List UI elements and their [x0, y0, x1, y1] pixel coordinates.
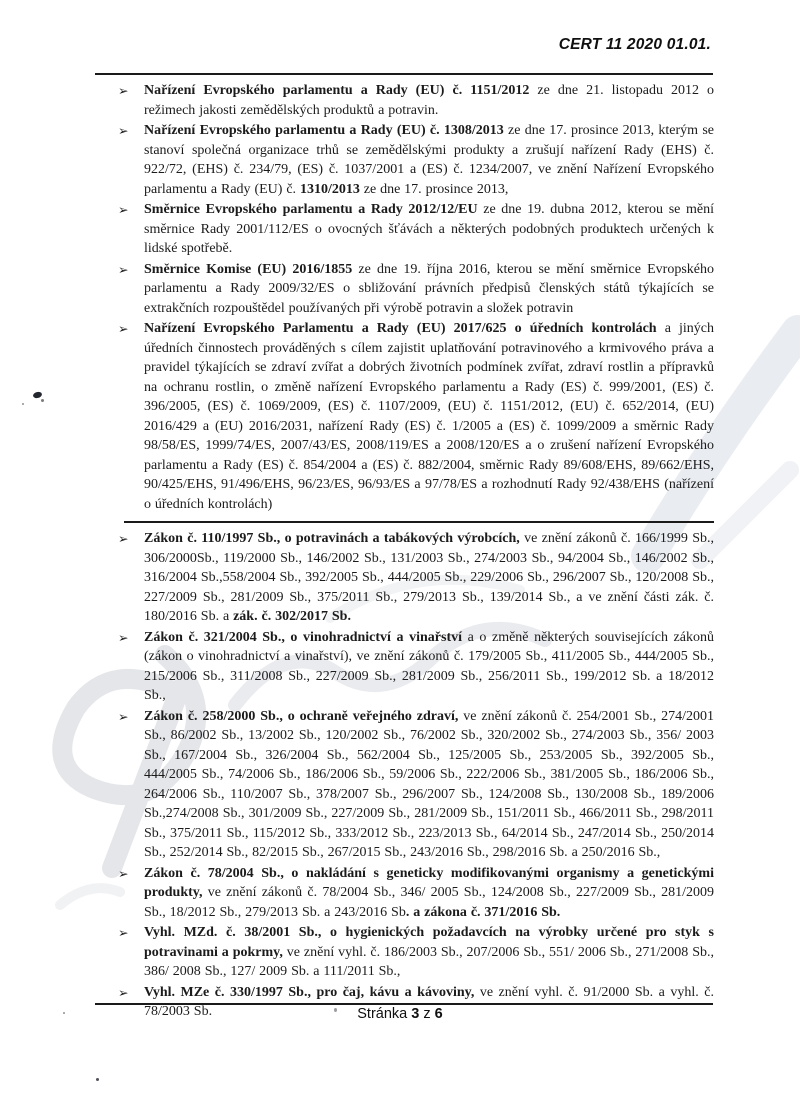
- scan-speck: [32, 391, 42, 399]
- list-item-text: Zákon č. 321/2004 Sb., o vinohradnictví a vinařství a o změně některých souvisejících zákonů (zákon o vinohradnictví a vinařství), ve znění zákonů č. 179/2005 Sb., 411/2005 Sb., 444/2005 Sb., 215/2006 Sb., 311/2008 Sb., 227/2009 Sb., 281/2009 Sb., 256/2011 Sb., 199/2012 Sb. a 18/2012 Sb.,: [144, 629, 714, 703]
- footer-page-number: 3: [411, 1006, 420, 1022]
- document-code: CERT 11 2020 01.01.: [558, 36, 711, 53]
- list-item-text: Zákon č. 78/2004 Sb., o nakládání s geneticky modifikovanými organismy a genetickými produkty, ve znění zákonů č. 78/2004 Sb., 346/ 2005 Sb., 124/2008 Sb., 227/2009 Sb., 281/2009 Sb., 18/2012 Sb., 279/2013 Sb. a 243/2016 Sb. a zákona č. 371/2016 Sb.: [144, 865, 714, 920]
- arrow-bullet-icon: ➢: [118, 84, 129, 98]
- footer-page-word: Stránka: [357, 1006, 408, 1022]
- footer-total-pages: 6: [434, 1006, 443, 1022]
- list-item: [118, 121, 714, 199]
- arrow-bullet-icon: ➢: [118, 203, 129, 217]
- list-item: [118, 319, 714, 514]
- list-item: [118, 529, 714, 627]
- scan-speck: [63, 1012, 65, 1014]
- arrow-bullet-icon: ➢: [118, 709, 129, 724]
- arrow-bullet-icon: ➢: [118, 262, 129, 277]
- list-item-text: Vyhl. MZe č. 330/1997 Sb., pro čaj, kávu a kávoviny, ve znění vyhl. č. 91/2000 Sb. a vyhl. č. 78/2003 Sb.: [144, 984, 714, 1019]
- list-item: [118, 260, 714, 319]
- list-item: [118, 81, 714, 120]
- footer-rule: [95, 1003, 713, 1005]
- list-item-text: Nařízení Evropského parlamentu a Rady (EU) č. 1308/2013 ze dne 17. prosince 2013, kterým se stanoví společná organizace trhů se zemědělskými produkty a zrušují nařízení Rady (EHS) č. 922/72, (EHS) č. 234/79, (ES) č. 1037/2001 a (ES) č. 1234/2007, ve znění Nařízení Evropského parlamentu a Rady (EU) č. 1310/2013 ze dne 17. prosince 2013,: [144, 123, 714, 197]
- arrow-bullet-icon: ➢: [118, 985, 129, 1000]
- list-item: [118, 628, 714, 706]
- arrow-bullet-icon: ➢: [118, 532, 129, 546]
- list-item-text: Zákon č. 110/1997 Sb., o potravinách a tabákových výrobcích, ve znění zákonů č. 166/1999 Sb., 306/2000Sb., 119/2000 Sb., 146/2002 Sb., 131/2003 Sb., 274/2003 Sb., 94/2004 Sb., 146/2002 Sb., 316/2004 Sb.,558/2004 Sb., 392/2005 Sb., 444/2005 Sb., 229/2006 Sb., 296/2007 Sb., 120/2008 Sb., 227/2009 Sb., 281/2009 Sb., 375/2011 Sb., 279/2013 Sb., 139/2014 Sb., a ve znění části zák. č. 180/2016 Sb. a zák. č. 302/2017 Sb.: [144, 531, 715, 624]
- section-divider: [124, 521, 714, 523]
- arrow-bullet-icon: ➢: [118, 866, 129, 881]
- list-item: [118, 864, 714, 923]
- scan-speck: [96, 1078, 99, 1081]
- arrow-bullet-icon: ➢: [118, 926, 129, 940]
- section-czech-legislation: [118, 529, 714, 1022]
- scan-speck: [41, 399, 44, 402]
- list-item-text: Vyhl. MZd. č. 38/2001 Sb., o hygienických požadavcích na výrobky určené pro styk s potravinami a pokrmy, ve znění vyhl. č. 186/2003 Sb., 207/2006 Sb., 551/ 2006 Sb., 271/2008 Sb., 386/ 2008 Sb., 127/ 2009 Sb. a 111/2011 Sb.,: [144, 925, 714, 979]
- list-item: [118, 200, 714, 259]
- legislation-list: [118, 81, 714, 1023]
- page-number-footer: [0, 1006, 800, 1022]
- arrow-bullet-icon: ➢: [118, 124, 129, 138]
- list-item: [118, 923, 714, 982]
- footer-of-word: z: [423, 1006, 431, 1022]
- section-eu-legislation: [118, 81, 714, 514]
- arrow-bullet-icon: ➢: [118, 322, 129, 336]
- list-item-text: Směrnice Evropského parlamentu a Rady 2012/12/EU ze dne 19. dubna 2012, kterou se mění směrnice Rady 2001/112/ES o ovocných šťávách a některých podobných produktech určených k lidské spotřebě.: [144, 202, 714, 256]
- list-item-text: Zákon č. 258/2000 Sb., o ochraně veřejného zdraví, ve znění zákonů č. 254/2001 Sb., 274/2001 Sb., 86/2002 Sb., 13/2002 Sb., 120/2002 Sb., 76/2002 Sb., 320/2002 Sb., 274/2003 Sb., 356/ 2003 Sb., 167/2004 Sb., 326/2004 Sb., 562/2004 Sb., 125/2005 Sb., 253/2005 Sb., 392/2005 Sb., 444/2005 Sb., 74/2006 Sb., 186/2006 Sb., 59/2006 Sb., 222/2006 Sb., 381/2005 Sb., 186/2006 Sb., 264/2006 Sb., 110/2007 Sb., 378/2007 Sb., 296/2007 Sb., 124/2008 Sb., 130/2008 Sb., 189/2006 Sb.,274/2008 Sb., 301/2009 Sb., 227/2009 Sb., 281/2009 Sb., 151/2011 Sb., 466/2011 Sb., 298/2011 Sb., 375/2011 Sb., 115/2012 Sb., 333/2012 Sb., 223/2013 Sb., 64/2014 Sb., 247/2014 Sb., 250/2014 Sb., 252/2014 Sb., 82/2015 Sb., 267/2015 Sb., 243/2016 Sb., 298/2016 Sb. a 250/2016 Sb.,: [144, 708, 714, 860]
- list-item-text: Nařízení Evropského parlamentu a Rady (EU) č. 1151/2012 ze dne 21. listopadu 2012 o režimech jakosti zemědělských produktů a potravin.: [144, 83, 715, 118]
- list-item-text: Nařízení Evropského Parlamentu a Rady (EU) 2017/625 o úředních kontrolách a jiných úředních činnostech prováděných s cílem zajistit uplatňování potravinového a krmivového práva a pravidel týkajících se zdraví zvířat a dobrých životních podmínek zvířat, zdraví rostlin a přípravků na ochranu rostlin, o změně nařízení Evropského parlamentu a Rady (ES) č. 999/2001, (ES) č. 396/2005, (ES) č. 1069/2009, (ES) č. 1107/2009, (EU) č. 1151/2012, (EU) č. 652/2014, (EU) 2016/429 a (EU) 2016/2031, nařízení Rady (ES) č. 1/2005 a (ES) č. 1099/2009 a směrnic Rady 98/58/ES, 1999/74/ES, 2007/43/ES, 2008/119/ES a 2008/120/ES a o zrušení nařízení Evropského parlamentu a Rady (ES) č. 854/2004 a (ES) č. 882/2004, směrnic Rady 89/608/EHS, 89/662/EHS, 90/425/EHS, 91/496/EHS, 96/23/ES, 96/93/ES a 97/78/ES a rozhodnutí Rady 92/438/EHS (nařízení o úředních kontrolách): [144, 321, 714, 512]
- list-item-text: Směrnice Komise (EU) 2016/1855 ze dne 19. října 2016, kterou se mění směrnice Evropského parlamentu a Rady 2009/32/ES o sbližování právních předpisů členských států týkajících se extrakčních rozpouštědel používaných při výrobě potravin a složek potravin: [144, 261, 715, 316]
- arrow-bullet-icon: ➢: [118, 630, 129, 645]
- list-item: [118, 707, 714, 863]
- header-rule: [95, 73, 713, 75]
- scan-speck: [22, 403, 24, 405]
- scan-speck: [334, 1008, 337, 1012]
